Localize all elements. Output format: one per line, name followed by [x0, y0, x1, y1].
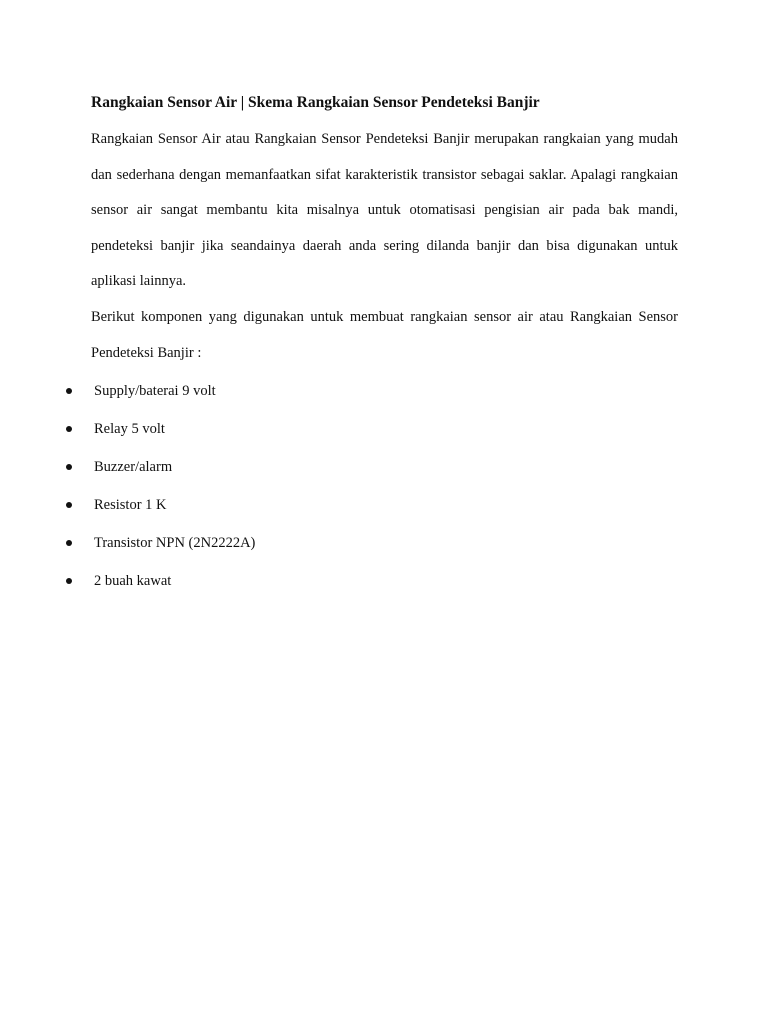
list-item	[0, 411, 400, 449]
components-intro-paragraph: Berikut komponen yang digunakan untuk membuat rangkaian sensor air atau Rangkaian Sensor Pendeteksi Banjir :	[91, 309, 678, 361]
list-item	[0, 487, 400, 525]
bullet-icon	[66, 540, 72, 546]
list-item	[0, 449, 400, 487]
list-item	[0, 373, 400, 411]
list-item-text: Supply/baterai 9 volt	[94, 383, 216, 399]
intro-paragraph: Rangkaian Sensor Air atau Rangkaian Sensor Pendeteksi Banjir merupakan rangkaian yang mudah dan sederhana dengan memanfaatkan sifat karakteristik transistor sebagai saklar. Apalagi rangkaian sensor air sangat membantu kita misalnya untuk otomatisasi pengisian air pada bak mandi, pendeteksi banjir jika seandainya daerah anda sering dilanda banjir dan bisa digunakan untuk aplikasi lainnya.	[91, 131, 678, 289]
list-item-text: 2 buah kawat	[94, 573, 172, 589]
list-item	[0, 525, 400, 563]
list-item	[0, 563, 400, 601]
bullet-icon	[66, 578, 72, 584]
list-item-text: Buzzer/alarm	[94, 459, 173, 475]
list-item-text: Relay 5 volt	[94, 421, 165, 437]
list-item-text: Transistor NPN (2N2222A)	[94, 535, 256, 551]
bullet-icon	[66, 388, 72, 394]
bullet-icon	[66, 502, 72, 508]
bullet-icon	[66, 464, 72, 470]
bullet-icon	[66, 426, 72, 432]
document-title: Rangkaian Sensor Air | Skema Rangkaian Sensor Pendeteksi Banjir	[91, 94, 540, 111]
components-list	[0, 373, 400, 601]
list-item-text: Resistor 1 K	[94, 497, 167, 513]
